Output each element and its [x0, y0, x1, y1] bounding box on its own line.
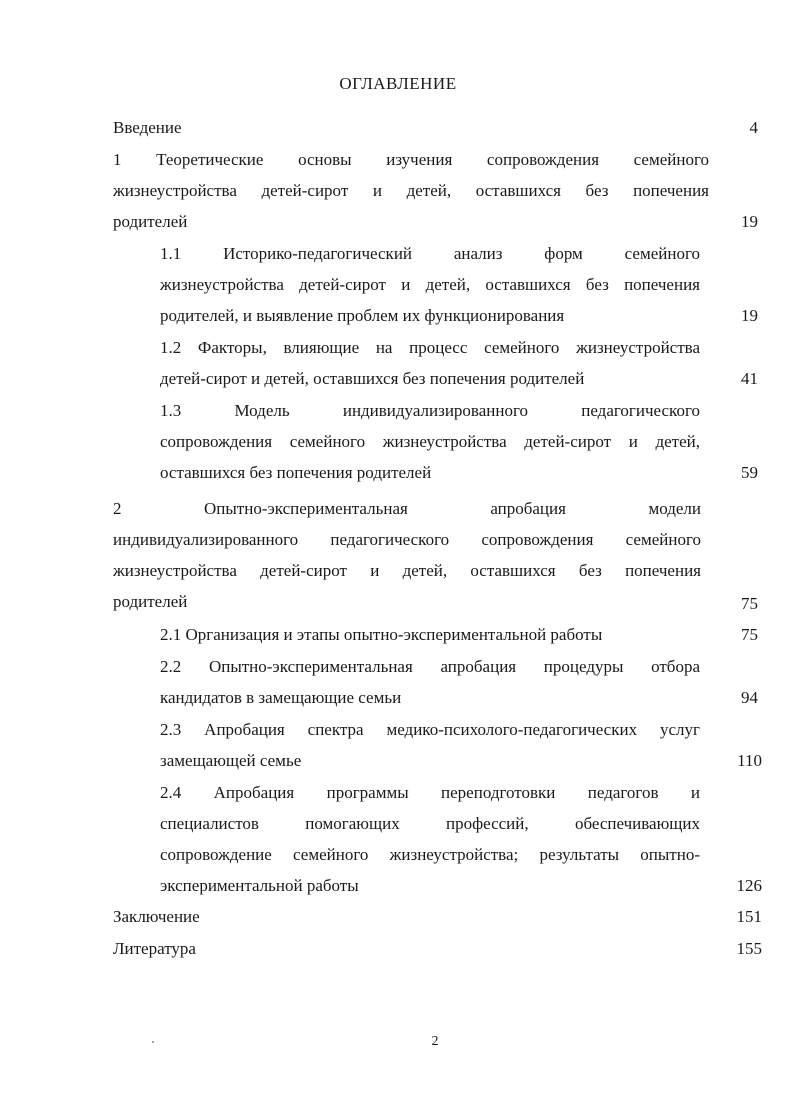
- toc-entry-line: 2 Опытно-экспериментальная апробация модели: [113, 499, 701, 518]
- toc-entry-line: Введение: [113, 118, 182, 137]
- toc-entry-line: кандидатов в замещающие семьи: [160, 688, 402, 707]
- toc-entry-line: 1 Теоретические основы изучения сопровождения семейного: [113, 150, 709, 169]
- footer-page-number: 2: [431, 1034, 439, 1049]
- toc-entry-line: 1.3 Модель индивидуализированного педагогического: [160, 401, 700, 420]
- toc-entry-line: 1.1 Историко-педагогический анализ форм семейного: [160, 244, 700, 263]
- toc-entry-line: 2.1 Организация и этапы опытно-экспериментальной работы: [160, 625, 603, 644]
- toc-entry-line: сопровождения семейного жизнеустройства детей-сирот и детей,: [160, 432, 700, 451]
- toc-page-number: 4: [749, 118, 758, 137]
- toc-entry-line: жизнеустройства детей-сирот и детей, оставшихся без попечения: [113, 561, 701, 580]
- toc-entry-line: индивидуализированного педагогического сопровождения семейного: [113, 530, 701, 549]
- toc-entry-line: экспериментальной работы: [160, 876, 359, 895]
- toc-entry-line: Литература: [113, 939, 196, 958]
- toc-page-number: 110: [737, 751, 762, 770]
- toc-entry-line: родителей, и выявление проблем их функционирования: [160, 306, 565, 325]
- toc-entry-line: жизнеустройства детей-сирот и детей, оставшихся без попечения: [160, 275, 700, 294]
- toc-entry-line: замещающей семье: [160, 751, 302, 770]
- toc-entry-line: Заключение: [113, 907, 200, 926]
- toc-entry-line: 2.4 Апробация программы переподготовки педагогов и: [160, 783, 700, 802]
- toc-page-number: 75: [741, 594, 758, 613]
- toc-entry-line: сопровождение семейного жизнеустройства; результаты опытно-: [160, 845, 700, 864]
- toc-page-number: 59: [741, 463, 758, 482]
- scan-speck: [152, 1041, 154, 1043]
- toc-page-number: 155: [736, 939, 762, 958]
- toc-entry-line: 2.2 Опытно-экспериментальная апробация процедуры отбора: [160, 657, 700, 676]
- toc-page-number: 94: [741, 688, 758, 707]
- toc-page-number: 41: [741, 369, 758, 388]
- toc-entry-line: 1.2 Факторы, влияющие на процесс семейного жизнеустройства: [160, 338, 700, 357]
- toc-page-number: 151: [736, 907, 762, 926]
- toc-title: ОГЛАВЛЕНИЕ: [339, 74, 457, 93]
- toc-page-number: 75: [741, 625, 758, 644]
- toc-entry-line: родителей: [113, 212, 188, 231]
- toc-entry-line: 2.3 Апробация спектра медико-психолого-педагогических услуг: [160, 720, 700, 739]
- toc-entry-line: детей-сирот и детей, оставшихся без попечения родителей: [160, 369, 585, 388]
- toc-entry-line: оставшихся без попечения родителей: [160, 463, 432, 482]
- toc-entry-line: родителей: [113, 592, 188, 611]
- toc-page-number: 19: [741, 212, 758, 231]
- toc-page-number: 19: [741, 306, 758, 325]
- toc-entry-line: жизнеустройства детей-сирот и детей, оставшихся без попечения: [113, 181, 709, 200]
- toc-page-number: 126: [736, 876, 762, 895]
- toc-entry-line: специалистов помогающих профессий, обеспечивающих: [160, 814, 700, 833]
